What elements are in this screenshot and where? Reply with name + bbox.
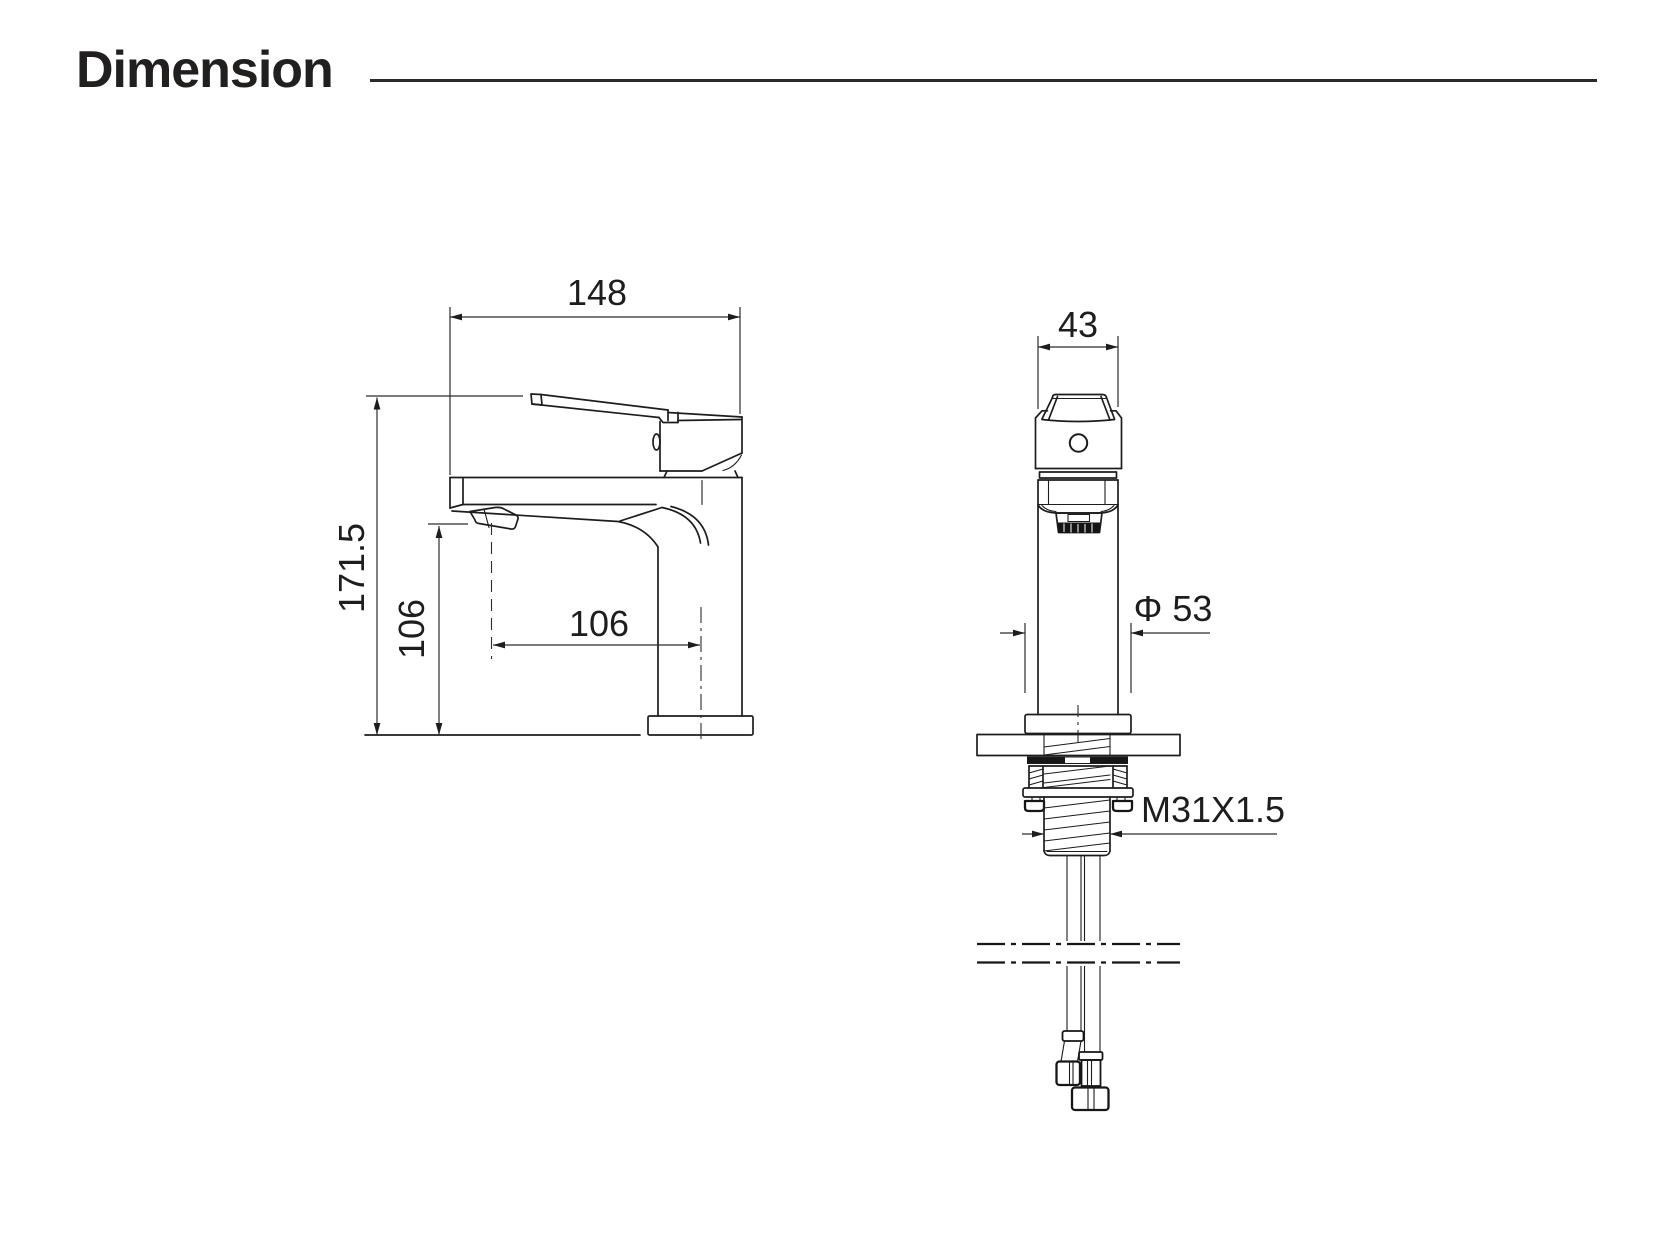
lock-nut xyxy=(1023,766,1133,797)
dim-spout-reach xyxy=(493,603,700,648)
dim-label-spout-reach: 106 xyxy=(568,603,630,644)
dim-label-overall-width: 148 xyxy=(566,272,628,313)
front-aerator xyxy=(1056,513,1102,533)
supply-hoses xyxy=(1067,856,1100,1052)
dim-spout-height xyxy=(391,524,468,735)
side-aerator xyxy=(470,507,518,529)
dim-label-base-diameter: Φ 53 xyxy=(1133,588,1213,629)
hose-fittings xyxy=(1057,1031,1109,1110)
faucet-front-view xyxy=(977,304,1285,1110)
dim-label-spout-height: 106 xyxy=(391,598,432,660)
break-lines xyxy=(977,944,1180,963)
dim-handle-width xyxy=(1038,304,1118,409)
dim-overall-width xyxy=(450,272,740,475)
front-collar xyxy=(1038,480,1118,513)
front-handle xyxy=(1042,395,1115,422)
side-handle-lever xyxy=(531,394,678,423)
dim-label-overall-height: 171.5 xyxy=(331,522,372,614)
rubber-washer xyxy=(1027,757,1128,764)
page-title: Dimension xyxy=(76,41,333,99)
front-body-column xyxy=(1025,505,1131,734)
dim-base-diameter xyxy=(1000,588,1212,693)
threaded-shank xyxy=(1044,797,1110,856)
faucet-side-view xyxy=(331,272,753,742)
dim-label-thread-spec: M31X1.5 xyxy=(1140,789,1286,830)
dim-overall-height xyxy=(331,396,523,735)
dim-label-handle-width: 43 xyxy=(1057,304,1099,345)
handle-screw-hole xyxy=(1070,434,1087,451)
